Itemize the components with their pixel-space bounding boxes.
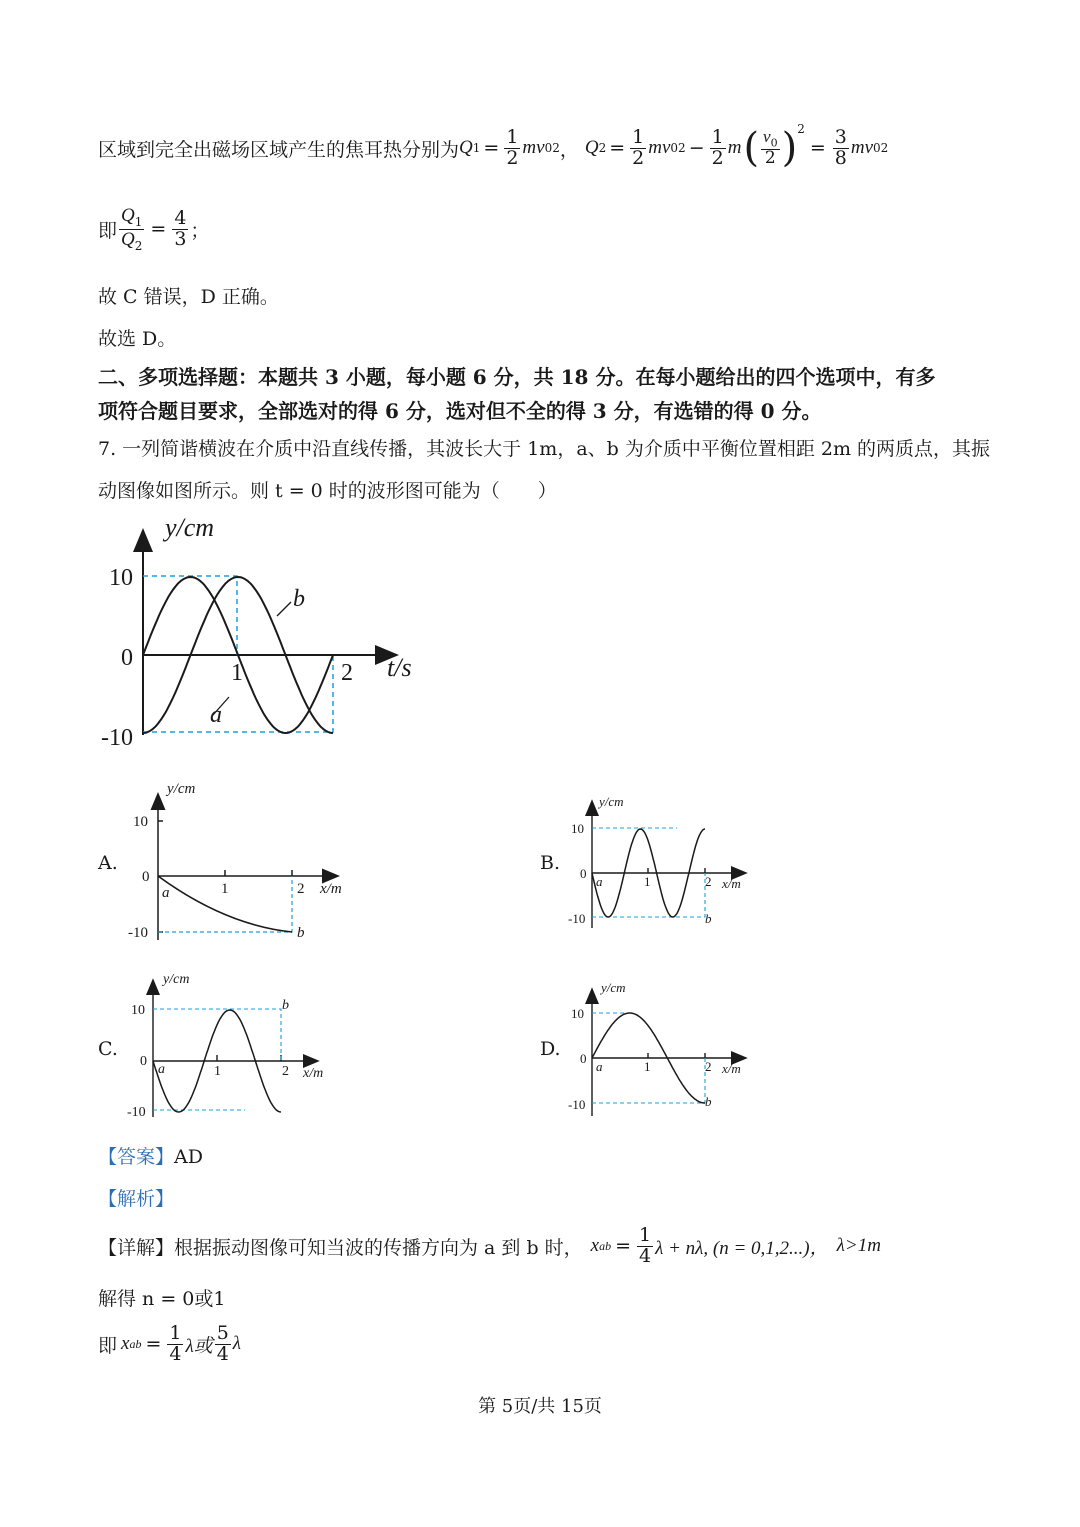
svg-text:x/m: x/m	[303, 1066, 324, 1081]
curve-b-pointer	[277, 602, 291, 616]
svg-text:-10: -10	[128, 925, 148, 941]
svg-text:10: 10	[131, 1003, 145, 1018]
t-tick-2: 2	[341, 660, 353, 686]
svg-text:y/cm: y/cm	[163, 972, 190, 987]
option-b-label[interactable]: B.	[540, 852, 561, 874]
svg-text:y/cm: y/cm	[601, 980, 626, 995]
fraction-quarter-2: $\frac{1}{4}$	[169, 1321, 182, 1365]
y-axis-label: y/cm	[165, 513, 215, 542]
conclusion-line: 故 C 错误，D 正确。	[98, 286, 279, 308]
svg-text:-10: -10	[568, 911, 586, 926]
svg-text:a: a	[596, 874, 603, 889]
fraction-q1-q2: $\frac{Q_1}{Q_2}$	[121, 205, 143, 253]
svg-text:x/m: x/m	[722, 876, 741, 891]
svg-text:0: 0	[580, 1051, 587, 1066]
svg-text:1: 1	[221, 881, 229, 897]
option-a-label[interactable]: A.	[98, 852, 118, 874]
final-line: 即 x ab = $\frac{1}{4}$ λ或 $\frac{5}{4}$ λ	[98, 1321, 242, 1365]
solve-line: 解得 n = 0或1	[98, 1288, 226, 1310]
option-b-graph[interactable]	[565, 790, 765, 935]
fraction-three-eighths: $\frac{3}{8}$	[834, 125, 847, 169]
option-a-graph[interactable]	[125, 775, 365, 950]
svg-text:a: a	[158, 1062, 165, 1077]
svg-text:0: 0	[142, 869, 150, 885]
fraction-five-quarters: $\frac{5}{4}$	[216, 1321, 229, 1365]
svg-text:2: 2	[705, 874, 712, 889]
y-tick-neg10: -10	[101, 725, 133, 751]
fraction-quarter: $\frac{1}{4}$	[639, 1223, 652, 1267]
svg-text:10: 10	[571, 821, 584, 836]
svg-text:10: 10	[133, 814, 148, 830]
svg-text:1: 1	[644, 874, 651, 889]
option-d-label[interactable]: D.	[540, 1038, 561, 1060]
svg-text:b: b	[297, 925, 305, 941]
t-axis-label: t/s	[387, 653, 412, 682]
joule-heat-line: 区域到完全出磁场区域产生的焦耳热分别为 Q 1 = $\frac{1}{2}$ mv 0 2 ， Q 2 = $\frac{1}{2}$ mv 0 2 − $\frac{1}{2}$ m ( $\frac{v_0}{2}$ ) $^2$ = $\frac{3}{8}$ mv 0 2	[98, 122, 889, 171]
page-footer: 第 5页/共 15页	[478, 1396, 602, 1417]
svg-text:2: 2	[705, 1059, 712, 1074]
svg-text:2: 2	[297, 881, 305, 897]
detail-line: 【详解】 根据振动图像可知当波的传播方向为 a 到 b 时， x ab = $\frac{1}{4}$ λ + nλ, (n = 0,1,2...)， λ>1m	[98, 1223, 881, 1267]
svg-text:b: b	[705, 911, 712, 926]
answer-value: AD	[174, 1146, 203, 1168]
svg-text:x/m: x/m	[722, 1061, 741, 1076]
svg-text:1: 1	[644, 1059, 651, 1074]
t-tick-1: 1	[231, 660, 243, 686]
svg-text:10: 10	[571, 1006, 584, 1021]
answer-tag: 【答案】	[98, 1146, 175, 1168]
fraction-half: $\frac{1}{2}$	[506, 125, 519, 169]
svg-text:2: 2	[282, 1064, 289, 1079]
svg-text:x/m: x/m	[320, 881, 342, 897]
svg-text:1: 1	[214, 1064, 221, 1079]
curve-b-label: b	[293, 586, 305, 612]
svg-text:y/cm: y/cm	[167, 781, 196, 797]
svg-text:y/cm: y/cm	[599, 794, 624, 809]
ratio-line: 即 $\frac{Q_1}{Q_2}$ = $\frac{4}{3}$ ；	[98, 205, 210, 253]
analysis-tag: 【解析】	[98, 1188, 175, 1210]
section-heading-1: 二、多项选择题：本题共 3 小题，每小题 6 分，共 18 分。在每小题给出的四个选项中，有多	[98, 365, 936, 389]
section-heading-2: 项符合题目要求，全部选对的得 6 分，选对但不全的得 3 分，有选错的得 0 分。	[98, 399, 822, 423]
svg-text:a: a	[596, 1059, 603, 1074]
option-c-graph[interactable]	[125, 965, 345, 1125]
svg-text:a: a	[162, 885, 170, 901]
y-tick-10: 10	[109, 565, 133, 591]
svg-text:0: 0	[140, 1054, 147, 1069]
question-7-line2: 动图像如图所示。则 t = 0 时的波形图可能为（ ）	[98, 480, 557, 502]
fraction-v0-half: $\frac{v_0}{2}$	[763, 127, 778, 169]
svg-text:b: b	[282, 998, 289, 1013]
svg-text:b: b	[705, 1094, 712, 1109]
question-7-line1: 7. 一列简谐横波在介质中沿直线传播，其波长大于 1m，a、b 为介质中平衡位置相距 2m 的两质点，其振	[98, 438, 991, 460]
fraction-half-3: $\frac{1}{2}$	[711, 125, 724, 169]
choice-line: 故选 D。	[98, 328, 177, 350]
option-d-graph[interactable]	[565, 978, 765, 1123]
fraction-half-2: $\frac{1}{2}$	[632, 125, 645, 169]
fraction-four-thirds: $\frac{4}{3}$	[174, 206, 187, 250]
curve-a-label: a	[210, 702, 222, 728]
answer-line	[98, 1142, 203, 1169]
svg-text:0: 0	[580, 866, 587, 881]
svg-text:-10: -10	[568, 1097, 586, 1112]
option-c-label[interactable]: C.	[98, 1038, 118, 1060]
svg-text:-10: -10	[127, 1105, 146, 1120]
y-tick-0: 0	[121, 645, 133, 671]
vibration-graph	[95, 510, 435, 760]
